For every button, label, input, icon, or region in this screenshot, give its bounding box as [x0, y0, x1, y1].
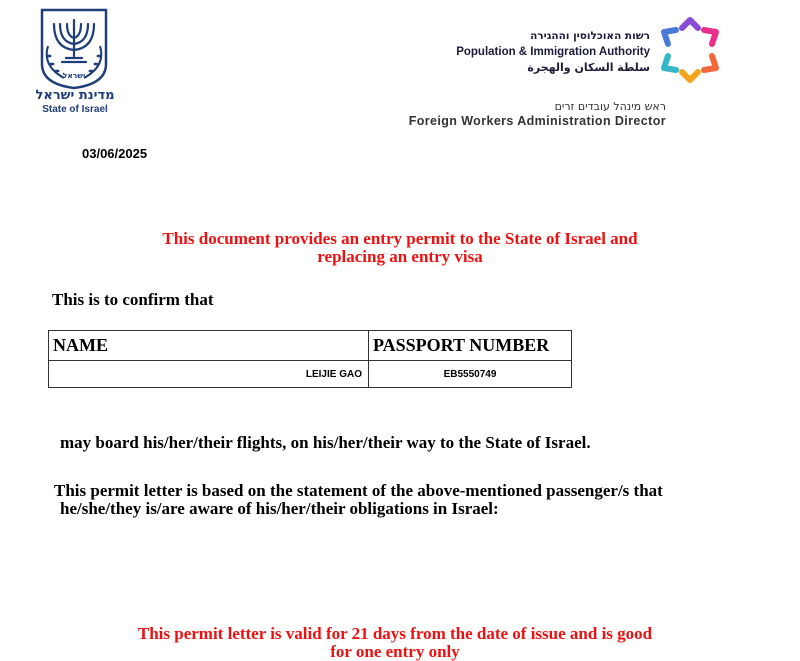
entry-permit-notice-line1: This document provides an entry permit to the State of Israel and [162, 229, 638, 248]
table-row [49, 361, 572, 388]
director-title-hebrew: ראש מינהל עובדים זרים [554, 100, 666, 113]
validity-notice [110, 625, 680, 661]
passenger-name-cell: LEIJIE GAO [49, 361, 369, 388]
entry-permit-notice-line2: replacing an entry visa [317, 247, 483, 266]
state-name-hebrew: מדינת ישראל [35, 88, 115, 103]
authority-name-arabic: سلطة السكان والهجرة [527, 61, 650, 74]
validity-notice-line2: for one entry only [330, 642, 460, 661]
issue-date: 03/06/2025 [82, 146, 148, 161]
authority-name-block [456, 28, 650, 76]
state-name-english: State of Israel [42, 104, 108, 115]
director-title-english: Foreign Workers Administration Director [408, 114, 666, 128]
validity-notice-line1: This permit letter is valid for 21 days from the date of issue and is good [137, 624, 653, 643]
permit-basis-statement [54, 482, 754, 518]
passport-number-cell: EB5550749 [369, 361, 572, 388]
permit-basis-line1: This permit letter is based on the statement of the above-mentioned passenger/s that [54, 481, 663, 500]
passport-column-header: PASSPORT NUMBER [369, 331, 572, 361]
authority-name-hebrew: רשות האוכלוסין וההגירה [530, 30, 650, 42]
star-of-david-logo-icon [654, 14, 726, 86]
emblem-caption: ישראל [62, 71, 86, 80]
passenger-table [48, 330, 572, 388]
authority-name-english: Population & Immigration Authority [456, 46, 650, 58]
menorah-emblem-icon [38, 6, 110, 90]
permit-basis-line2: he/she/they is/are aware of his/her/their obligations in Israel: [60, 499, 499, 518]
boarding-statement: may board his/her/their flights, on his/her/their way to the State of Israel. [60, 433, 591, 452]
confirm-statement: This is to confirm that [52, 290, 214, 309]
table-header-row [49, 331, 572, 361]
name-column-header: NAME [49, 331, 369, 361]
entry-permit-notice [120, 230, 680, 266]
